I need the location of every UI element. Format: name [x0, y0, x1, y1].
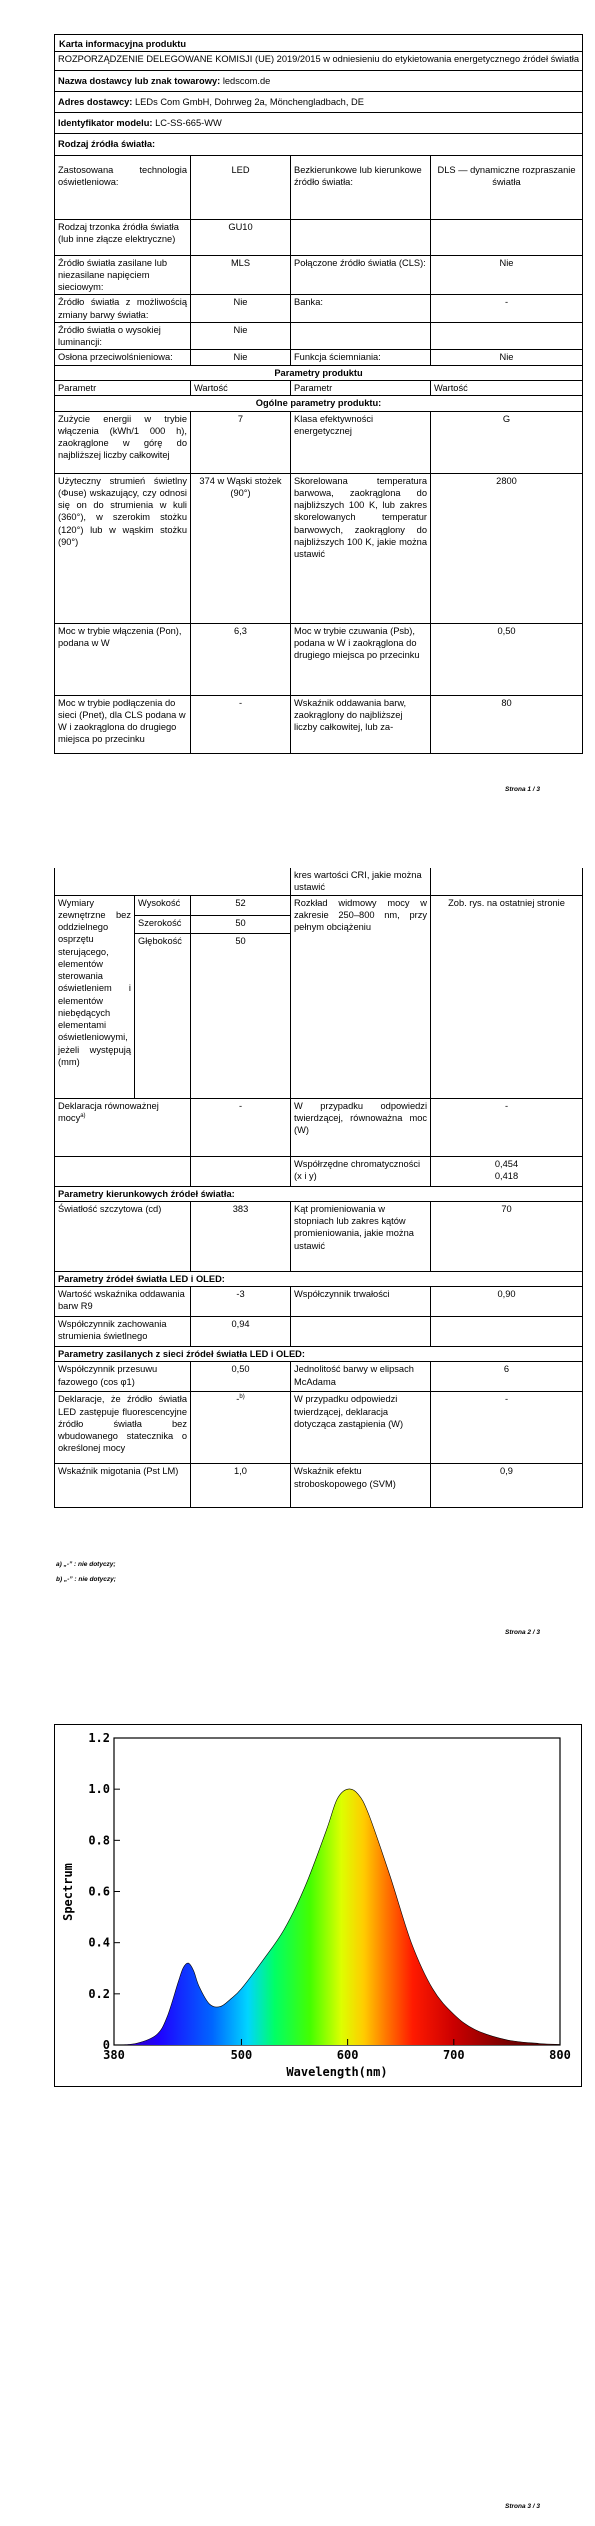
cri-continuation-row — [55, 868, 583, 895]
param-key-1: Moc w trybie podłączenia do sieci (Pnet), dla CLS podana w W i zaokrąglona do drugiego miejsca po przecinku — [55, 695, 191, 753]
param-key-1: Użyteczny strumień świetlny (Φuse) wskazujący, czy odnosi się on do strumienia w kuli (360°), w szerokim stożku (120°) lub w wąskim stożku (90°) — [55, 473, 191, 623]
param-value-2: 0,50 — [431, 623, 583, 695]
dim-value: 50 — [191, 933, 291, 1098]
r9-value: -3 — [191, 1287, 291, 1317]
equiv-power-footnote-mark: a) — [80, 1112, 86, 1119]
supplier-name-row — [55, 70, 583, 91]
page-2-footer: Strona 2 / 3 — [505, 1629, 541, 1636]
y-tick-label: 0 — [102, 2038, 110, 2052]
page-2 — [54, 868, 582, 1508]
mcadam-value: 6 — [431, 1362, 583, 1392]
params-heading: Parametry produktu — [55, 365, 583, 380]
source-value-1: Nie — [191, 350, 291, 365]
y-tick-label: 1.0 — [88, 1782, 110, 1797]
model-id-value: LC-SS-665-WW — [155, 118, 222, 129]
cri-continuation: kres wartości CRI, jakie można ustawić — [291, 868, 431, 895]
dim-label: Głębokość — [135, 933, 191, 1098]
fluor-value-cell — [191, 1392, 291, 1464]
chroma-label: Współrzędne chromatyczności (x i y) — [291, 1156, 431, 1186]
dim-label: Wysokość — [135, 895, 191, 915]
source-key-2: Połączone źródło światła (CLS): — [291, 255, 431, 295]
param-key-2: Klasa efektywności energetycznej — [291, 411, 431, 473]
info-sheet-page-2 — [54, 868, 583, 1508]
pst-row — [55, 1464, 583, 1508]
pf-label: Współczynnik przesuwu fazowego (cos φ1) — [55, 1362, 191, 1392]
spectrum-chart — [54, 1724, 582, 2087]
col-param-2: Parametr — [291, 380, 431, 395]
param-key-2: Wskaźnik oddawania barw, zaokrąglony do najbliższej liczby całkowitej, lub za- — [291, 695, 431, 753]
model-id-row — [55, 113, 583, 134]
pf-value: 0,50 — [191, 1362, 291, 1392]
dim-value: 50 — [191, 915, 291, 933]
param-key-1: Zużycie energii w trybie włączenia (kWh/1 000 h), zaokrąglone w górę do najbliższej liczby całkowitej — [55, 411, 191, 473]
y-tick-label: 0.8 — [88, 1833, 110, 1848]
param-value-2: G — [431, 411, 583, 473]
source-key-2 — [291, 219, 431, 255]
source-value-2: DLS — dynamiczne rozpraszanie światła — [431, 155, 583, 219]
param-value-1: - — [191, 695, 291, 753]
source-row — [55, 322, 583, 350]
param-row — [55, 695, 583, 753]
x-tick-label: 600 — [336, 2048, 359, 2062]
source-row — [55, 255, 583, 295]
chroma-y: 0,418 — [494, 1170, 519, 1181]
pst-label: Wskaźnik migotania (Pst LM) — [55, 1464, 191, 1508]
y-tick-label: 0.4 — [88, 1935, 110, 1950]
source-key-1: Osłona przeciwolśnieniowa: — [55, 350, 191, 365]
x-tick-label: 700 — [442, 2048, 465, 2062]
footnote-a: a) „-” : nie dotyczy; — [56, 1561, 116, 1568]
source-value-1: MLS — [191, 255, 291, 295]
source-key-2: Bezkierunkowe lub kierunkowe źródło światła: — [291, 155, 431, 219]
col-value-1: Wartość — [191, 380, 291, 395]
source-key-2: Funkcja ściemniania: — [291, 350, 431, 365]
source-row — [55, 219, 583, 255]
param-row — [55, 473, 583, 623]
fluor-v2: - — [431, 1392, 583, 1464]
source-row — [55, 350, 583, 365]
supplier-name-label: Nazwa dostawcy lub znak towarowy: — [58, 75, 221, 86]
footnote-b: b) „-” : nie dotyczy; — [56, 1576, 116, 1583]
source-row — [55, 295, 583, 323]
survival-label: Współczynnik trwałości — [291, 1287, 431, 1317]
y-tick-label: 1.2 — [88, 1731, 110, 1745]
chroma-values — [431, 1156, 583, 1186]
dimensions-row — [55, 895, 583, 915]
directional-heading: Parametry kierunkowych źródeł światła: — [55, 1186, 583, 1201]
source-key-1: Źródło światła o wysokiej luminancji: — [55, 322, 191, 350]
source-value-2: - — [431, 295, 583, 323]
fluor-footnote-mark: b) — [239, 1394, 245, 1401]
source-key-1: Zastosowana technologia oświetleniowa: — [55, 155, 191, 219]
param-row — [55, 411, 583, 473]
y-axis-label: Spectrum — [61, 1863, 75, 1921]
source-value-1: Nie — [191, 295, 291, 323]
beam-label: Kąt promieniowania w stopniach lub zakres kątów promieniowania, jakie można ustawić — [291, 1201, 431, 1271]
param-key-2: Moc w trybie czuwania (Psb), podana w W i zaokrąglona do drugiego miejsca po przecinku — [291, 623, 431, 695]
r9-label: Wartość wskaźnika oddawania barw R9 — [55, 1287, 191, 1317]
info-sheet-page-1 — [54, 34, 583, 754]
mcadam-label: Jednolitość barwy w elipsach McAdama — [291, 1362, 431, 1392]
source-value-2: Nie — [431, 255, 583, 295]
fluor-value: - — [236, 1394, 240, 1405]
param-key-1: Moc w trybie włączenia (Pon), podana w W — [55, 623, 191, 695]
source-type-heading: Rodzaj źródła światła: — [55, 134, 583, 155]
fluor-label: Deklaracje, że źródło światła LED zastępuje fluorescencyjne źródło światła bez wbudowanego statecznika o określonej mocy — [55, 1392, 191, 1464]
chroma-x: 0,454 — [494, 1158, 519, 1169]
dimensions-label: Wymiary zewnętrzne bez oddzielnego osprzętu sterującego, elementów sterowania oświetleniem i elementów niebędących elementami oświetleniowymi, jeżeli występują (mm) — [55, 895, 135, 1098]
dim-value: 52 — [191, 895, 291, 915]
pf-row — [55, 1362, 583, 1392]
peak-row — [55, 1201, 583, 1271]
fluor-k2: W przypadku odpowiedzi twierdzącej, deklaracja dotycząca zastąpienia (W) — [291, 1392, 431, 1464]
y-tick-label: 0.2 — [88, 1986, 110, 2001]
col-param-1: Parametr — [55, 380, 191, 395]
equiv-power-value: - — [191, 1098, 291, 1156]
peak-value: 383 — [191, 1201, 291, 1271]
lumen-row — [55, 1317, 583, 1347]
x-tick-label: 500 — [230, 2048, 253, 2062]
peak-label: Światłość szczytowa (cd) — [55, 1201, 191, 1271]
source-key-1: Źródło światła z możliwością zmiany barwy światła: — [55, 295, 191, 323]
param-row — [55, 623, 583, 695]
spectral-value: Zob. rys. na ostatniej stronie — [431, 895, 583, 1098]
chroma-row — [55, 1156, 583, 1186]
source-key-2: Banka: — [291, 295, 431, 323]
survival-value: 0,90 — [431, 1287, 583, 1317]
x-tick-label: 380 — [103, 2048, 125, 2062]
source-value-2 — [431, 219, 583, 255]
params-header-row — [55, 380, 583, 395]
page-1-footer: Strona 1 / 3 — [505, 786, 541, 793]
param-value-1: 6,3 — [191, 623, 291, 695]
regulation-text: ROZPORZĄDZENIE DELEGOWANE KOMISJI (UE) 2019/2015 w odniesieniu do etykietowania energetycznego źródeł światła — [55, 52, 583, 70]
source-value-2: Nie — [431, 350, 583, 365]
col-value-2: Wartość — [431, 380, 583, 395]
sheet-title: Karta informacyjna produktu — [55, 35, 583, 52]
model-id-label: Identyfikator modelu: — [58, 118, 153, 129]
param-value-2: 80 — [431, 695, 583, 753]
source-value-2 — [431, 322, 583, 350]
source-value-1: GU10 — [191, 219, 291, 255]
source-value-1: Nie — [191, 322, 291, 350]
equiv-power-label: Deklaracja równoważnej mocy — [58, 1100, 159, 1123]
equiv-power-v2: - — [431, 1098, 583, 1156]
x-tick-label: 800 — [549, 2048, 571, 2062]
spectral-label: Rozkład widmowy mocy w zakresie 250–800 nm, przy pełnym obciążeniu — [291, 895, 431, 1098]
source-row — [55, 155, 583, 219]
equiv-power-row — [55, 1098, 583, 1156]
led-heading: Parametry źródeł światła LED i OLED: — [55, 1271, 583, 1286]
equiv-power-label-cell — [55, 1098, 191, 1156]
general-params-heading: Ogólne parametry produktu: — [55, 396, 583, 411]
dim-label: Szerokość — [135, 915, 191, 933]
beam-value: 70 — [431, 1201, 583, 1271]
supplier-address-value: LEDs Com GmbH, Dohrweg 2a, Mönchengladbach, DE — [135, 96, 364, 107]
source-value-1: LED — [191, 155, 291, 219]
mains-heading: Parametry zasilanych z sieci źródeł światła LED i OLED: — [55, 1347, 583, 1362]
lumen-value: 0,94 — [191, 1317, 291, 1347]
source-key-1: Źródło światła zasilane lub niezasilane napięciem sieciowym: — [55, 255, 191, 295]
page-3-footer: Strona 3 / 3 — [505, 2503, 541, 2510]
param-value-1: 7 — [191, 411, 291, 473]
r9-row — [55, 1287, 583, 1317]
param-key-2: Skorelowana temperatura barwowa, zaokrąglona do najbliższych 100 K, lub zakres skorelowanych temperatur barwowych, zaokrąglony do najbliższych 100 K, jakie można ustawić — [291, 473, 431, 623]
source-key-1: Rodzaj trzonka źródła światła (lub inne złącze elektryczne) — [55, 219, 191, 255]
spectrum-chart-svg — [54, 1724, 582, 2087]
fluor-row — [55, 1392, 583, 1464]
pst-value: 1,0 — [191, 1464, 291, 1508]
param-value-1: 374 w Wąski stożek (90°) — [191, 473, 291, 623]
supplier-address-label: Adres dostawcy: — [58, 96, 133, 107]
svm-label: Wskaźnik efektu stroboskopowego (SVM) — [291, 1464, 431, 1508]
x-axis-label: Wavelength(nm) — [286, 2065, 388, 2079]
y-tick-label: 0.6 — [88, 1884, 110, 1899]
supplier-address-row — [55, 91, 583, 112]
param-value-2: 2800 — [431, 473, 583, 623]
equiv-power-k2: W przypadku odpowiedzi twierdzącej, równoważna moc (W) — [291, 1098, 431, 1156]
page-1 — [54, 34, 582, 754]
supplier-name-value: ledscom.de — [222, 75, 271, 86]
lumen-label: Współczynnik zachowania strumienia świetlnego — [55, 1317, 191, 1347]
source-key-2 — [291, 322, 431, 350]
svm-value: 0,9 — [431, 1464, 583, 1508]
